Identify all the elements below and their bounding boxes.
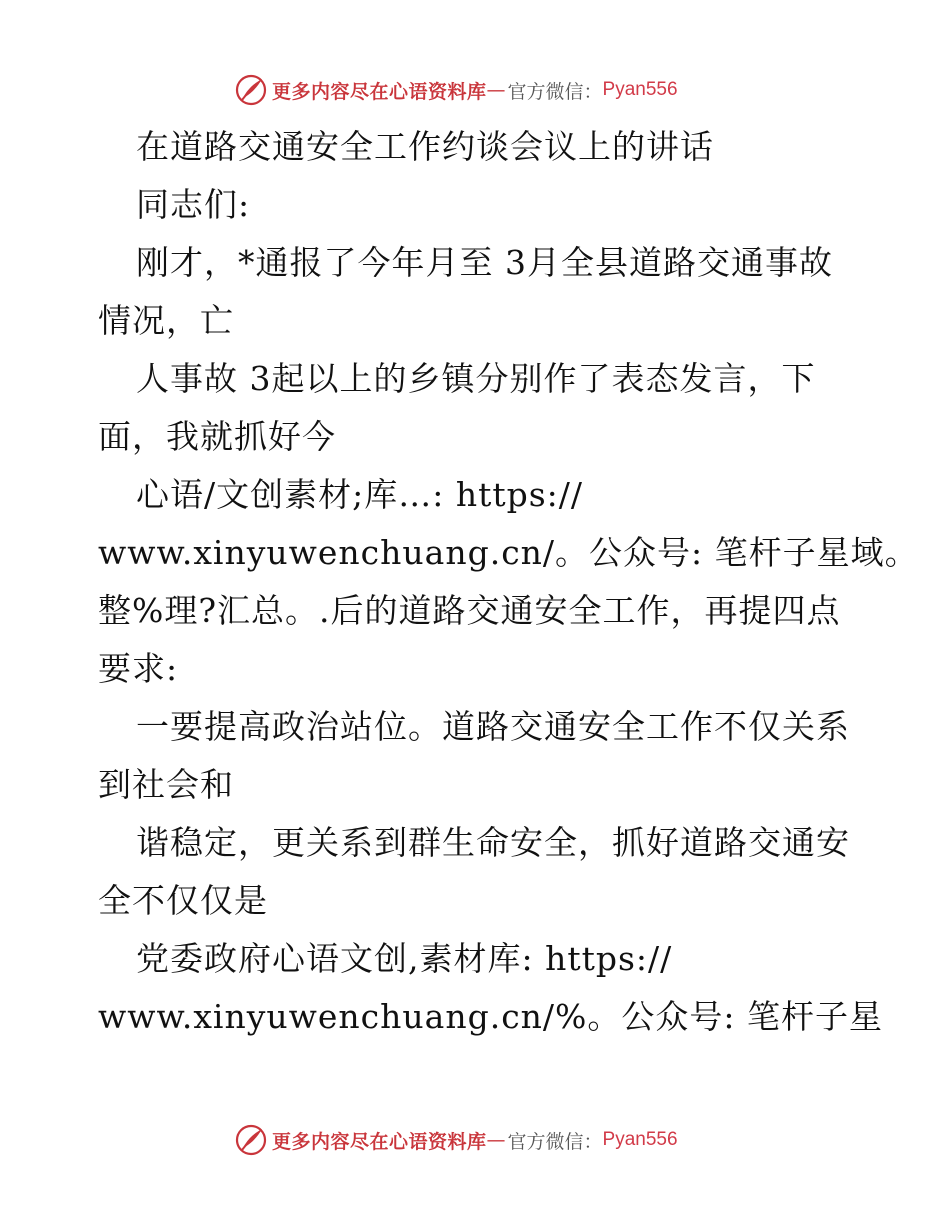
header-wechat-id: Pyan556 [602,79,678,100]
paragraph-line: 全不仅仅是 [98,881,268,920]
paragraph-line: 一要提高政治站位。道路交通安全工作不仅关系 [136,707,850,746]
paragraph-line: 到社会和 [98,765,234,804]
paragraph-line: 党委政府心语文创,素材库: https:// [136,939,673,978]
header-banner [234,72,714,108]
footer-brand-text: 更多内容尽在心语资料库 [272,1130,487,1153]
footer-wechat-label: 官方微信： [507,1130,603,1153]
footer-banner [234,1122,714,1158]
salutation: 同志们: [136,185,251,224]
quill-pen-logo-icon [234,73,268,107]
paragraph-line: 要求: [98,649,179,688]
header-brand-text: 更多内容尽在心语资料库 [272,80,487,103]
header-separator: — [486,79,506,101]
quill-pen-logo-icon [234,1123,268,1157]
header-wechat-label: 官方微信： [507,80,603,103]
paragraph-line: www.xinyuwenchuang.cn/。公众号: 笔杆子星域。 [98,533,919,572]
paragraph-line: 刚才，*通报了今年月至 3月全县道路交通事故 [136,243,833,282]
paragraph-line: 心语/文创素材;库…: https:// [136,475,584,514]
document-title: 在道路交通安全工作约谈会议上的讲话 [136,127,714,166]
paragraph-line: 情况，亡 [98,301,234,340]
paragraph-line: 面，我就抓好今 [98,417,336,456]
paragraph-line: www.xinyuwenchuang.cn/%。公众号: 笔杆子星 [98,997,884,1036]
footer-wechat-id: Pyan556 [602,1129,678,1150]
paragraph-line: 谐稳定，更关系到群生命安全，抓好道路交通安 [136,823,850,862]
paragraph-line: 人事故 3起以上的乡镇分别作了表态发言，下 [136,359,816,398]
document-body [98,118,919,1046]
footer-separator: — [486,1129,506,1151]
paragraph-line: 整%理?汇总。.后的道路交通安全工作，再提四点 [98,591,841,630]
